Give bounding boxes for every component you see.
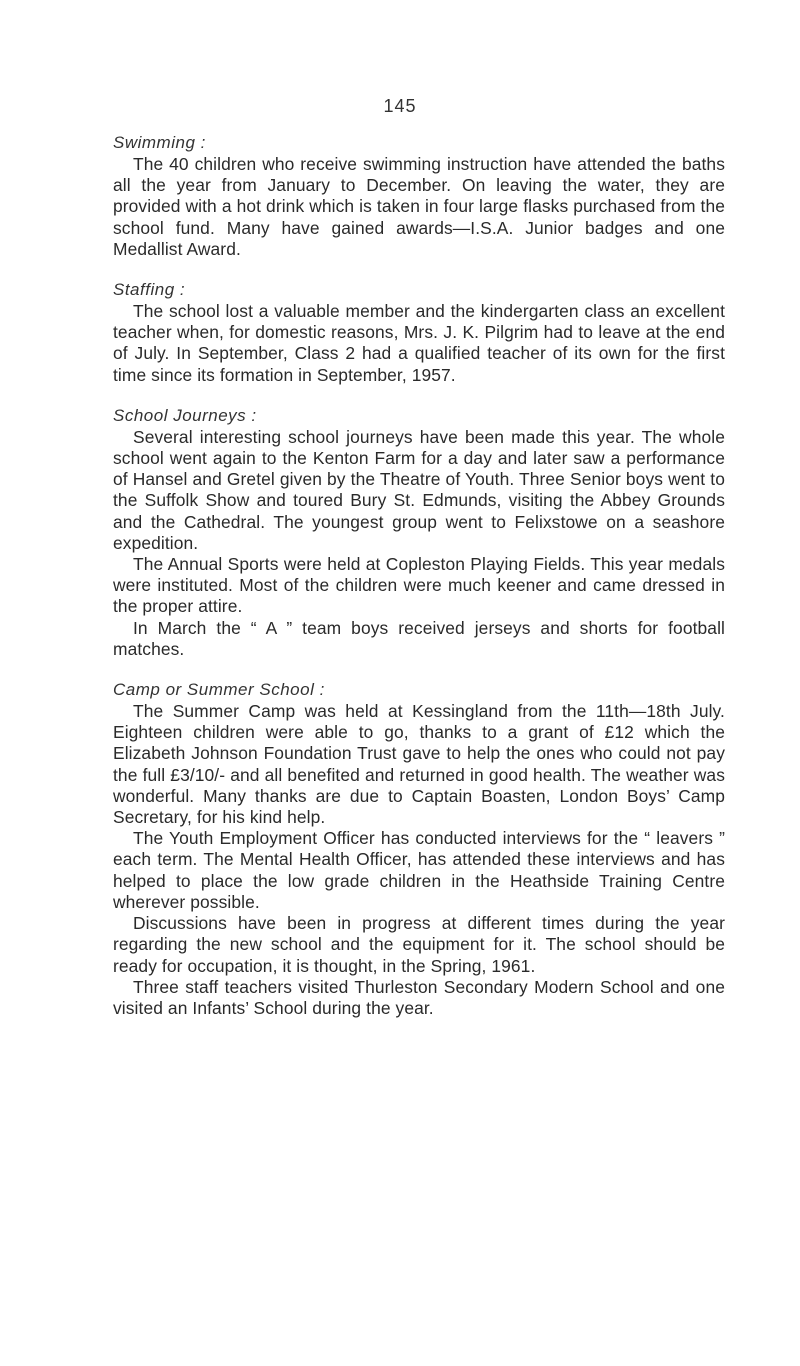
paragraph: In March the “ A ” team boys received jerseys and shorts for football matches. xyxy=(113,617,725,659)
page-content xyxy=(113,122,725,1019)
paragraph: Three staff teachers visited Thurleston Secondary Modern School and one visited an Infants’ School during the year. xyxy=(113,976,725,1018)
section-heading: Staffing : xyxy=(113,280,186,300)
paragraph: Several interesting school journeys have been made this year. The whole school went again to the Kenton Farm for a day and later saw a performance of Hansel and Gretel given by the Theatre of Youth. Three Senior boys went to the Suffolk Show and toured Bury St. Edmunds, visiting the Abbey Grounds and the Cathedral. The youngest group went to Felixstowe on a seashore expedition. xyxy=(113,426,725,553)
section-school-journeys xyxy=(113,405,725,660)
paragraph: The Annual Sports were held at Copleston Playing Fields. This year medals were instituted. Most of the children were much keener and came dressed in the proper attire. xyxy=(113,554,725,617)
section-heading: Camp or Summer School : xyxy=(113,680,325,700)
section-staffing xyxy=(113,279,725,386)
paragraph: The 40 children who receive swimming instruction have attended the baths all the year from January to December. On leaving the water, they are provided with a hot drink which is taken in four large flasks purchased from the school fund. Many have gained awards—I.S.A. Junior badges and one Medallist Award. xyxy=(113,154,725,259)
section-camp-summer-school xyxy=(113,679,725,1019)
section-heading: Swimming : xyxy=(113,133,206,152)
section-heading: School Journeys : xyxy=(113,405,257,425)
paragraph: The school lost a valuable member and the kindergarten class an excellent teacher when, for domestic reasons, Mrs. J. K. Pilgrim had to leave at the end of July. In September, Class 2 had a qualified teacher of its own for the first time since its formation in September, 1957. xyxy=(113,301,725,385)
paragraph: The Youth Employment Officer has conducted interviews for the “ leavers ” each term. The Mental Health Officer, has attended these interviews and has helped to place the low grade children in the Heathside Training Centre wherever possible. xyxy=(113,828,725,912)
paragraph: Discussions have been in progress at different times during the year regarding the new school and the equipment for it. The school should be ready for occupation, it is thought, in the Spring, 1961. xyxy=(113,913,725,976)
page-number: 145 xyxy=(383,96,417,116)
paragraph: The Summer Camp was held at Kessingland from the 11th—18th July. Eighteen children were able to go, thanks to a grant of £12 which the Elizabeth Johnson Foundation Trust gave to help the ones who could not pay the full £3/10/- and all benefited and returned in good health. The weather was wonderful. Many thanks are due to Captain Boasten, London Boys’ Camp Secretary, for his kind help. xyxy=(113,701,725,828)
section-swimming xyxy=(113,132,725,260)
